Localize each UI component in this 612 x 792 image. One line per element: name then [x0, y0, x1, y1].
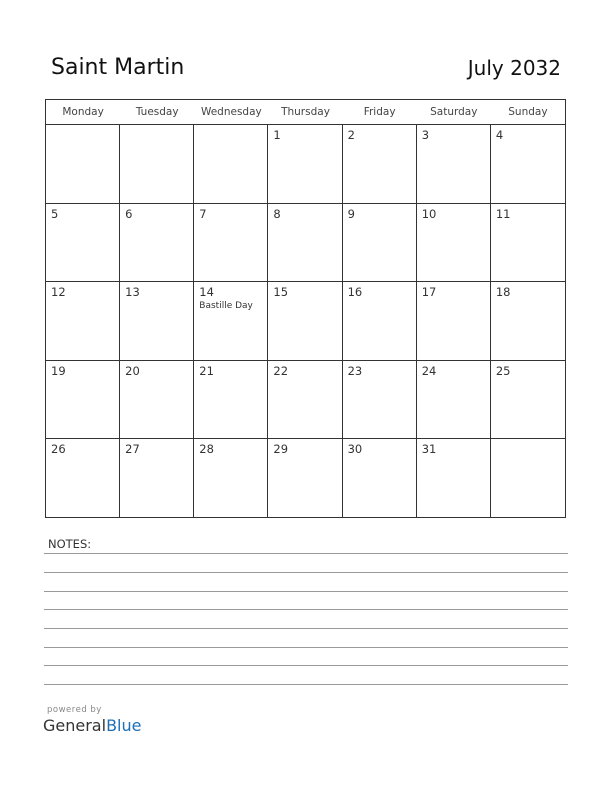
weekday-label: Saturday — [430, 106, 478, 118]
week-row — [46, 204, 565, 283]
day-cell — [268, 125, 342, 203]
day-cell — [120, 361, 194, 439]
notes-line — [44, 647, 568, 648]
notes-line — [44, 665, 568, 666]
day-number: 21 — [199, 363, 214, 378]
week-row — [46, 125, 565, 204]
day-cell — [194, 282, 268, 360]
day-number: 26 — [51, 442, 66, 457]
weekday-label: Wednesday — [200, 106, 262, 118]
day-cell — [417, 282, 491, 360]
day-number: 25 — [495, 363, 511, 378]
day-cell — [120, 439, 194, 517]
day-number: 19 — [51, 363, 66, 378]
day-number: 28 — [199, 442, 214, 457]
month-year-label: July 2032 — [467, 56, 561, 80]
day-cell — [491, 439, 565, 517]
day-cell — [194, 125, 268, 203]
day-cell — [343, 204, 417, 282]
day-number: 5 — [51, 206, 59, 221]
day-cell — [417, 361, 491, 439]
day-number: 4 — [495, 128, 504, 142]
day-number: 8 — [273, 206, 281, 221]
day-number: 2 — [347, 128, 355, 142]
brand-blue: Blue — [106, 716, 142, 735]
brand-general: General — [43, 716, 107, 735]
day-number: 24 — [421, 363, 437, 378]
day-cell — [120, 204, 194, 282]
day-cell — [491, 361, 565, 439]
generalblue-logo — [43, 716, 141, 735]
notes-line — [44, 684, 568, 685]
week-row — [46, 282, 565, 361]
day-cell — [268, 282, 342, 360]
day-number: 14 — [199, 285, 214, 300]
weekday-label: Monday — [62, 106, 104, 118]
day-cell — [417, 125, 491, 203]
day-cell — [491, 204, 565, 282]
calendar-grid — [45, 99, 566, 518]
day-number: 3 — [421, 128, 430, 142]
day-number: 12 — [51, 285, 66, 300]
day-cell — [417, 204, 491, 282]
day-cell — [120, 282, 194, 360]
day-cell — [46, 361, 120, 439]
day-cell — [194, 204, 268, 282]
day-cell — [46, 204, 120, 282]
day-number: 20 — [125, 363, 140, 378]
day-cell — [343, 125, 417, 203]
week-row — [46, 439, 565, 517]
day-number: 10 — [421, 206, 437, 221]
day-number: 17 — [421, 285, 437, 300]
day-cell — [120, 125, 194, 203]
weekday-label: Sunday — [508, 106, 548, 118]
day-number: 31 — [421, 442, 437, 457]
day-cell — [343, 361, 417, 439]
day-number: 18 — [495, 285, 511, 300]
day-cell — [417, 439, 491, 517]
day-cell — [268, 439, 342, 517]
powered-by-label: powered by — [47, 705, 102, 715]
day-cell — [194, 361, 268, 439]
day-cell — [343, 439, 417, 517]
notes-line — [44, 572, 568, 573]
day-number: 11 — [495, 206, 511, 221]
day-cell — [194, 439, 268, 517]
day-cell — [46, 439, 120, 517]
day-cell — [46, 125, 120, 203]
weekday-label: Thursday — [281, 106, 330, 118]
day-number: 15 — [273, 285, 289, 300]
weekday-label: Friday — [363, 106, 396, 118]
day-number: 23 — [347, 363, 363, 378]
day-cell — [343, 282, 417, 360]
weekday-header-row — [46, 100, 565, 125]
day-cell — [491, 125, 565, 203]
holiday-label: Bastille Day — [199, 301, 253, 312]
day-number: 22 — [273, 363, 289, 378]
day-cell — [46, 282, 120, 360]
day-cell — [268, 204, 342, 282]
notes-line — [44, 628, 568, 629]
day-cell — [268, 361, 342, 439]
weekday-label: Tuesday — [135, 106, 179, 118]
day-number: 7 — [199, 206, 207, 221]
week-row — [46, 361, 565, 440]
day-number: 30 — [347, 442, 363, 457]
day-number: 6 — [125, 206, 133, 221]
notes-line — [44, 553, 568, 554]
day-number: 9 — [347, 206, 355, 221]
day-cell — [491, 282, 565, 360]
page-title: Saint Martin — [51, 55, 185, 80]
day-number: 29 — [273, 442, 289, 457]
notes-label: NOTES: — [48, 537, 92, 551]
day-number: 16 — [347, 285, 363, 300]
day-number: 1 — [273, 128, 281, 142]
notes-line — [44, 591, 568, 592]
day-number: 27 — [125, 442, 140, 457]
day-number: 13 — [125, 285, 140, 300]
notes-line — [44, 609, 568, 610]
